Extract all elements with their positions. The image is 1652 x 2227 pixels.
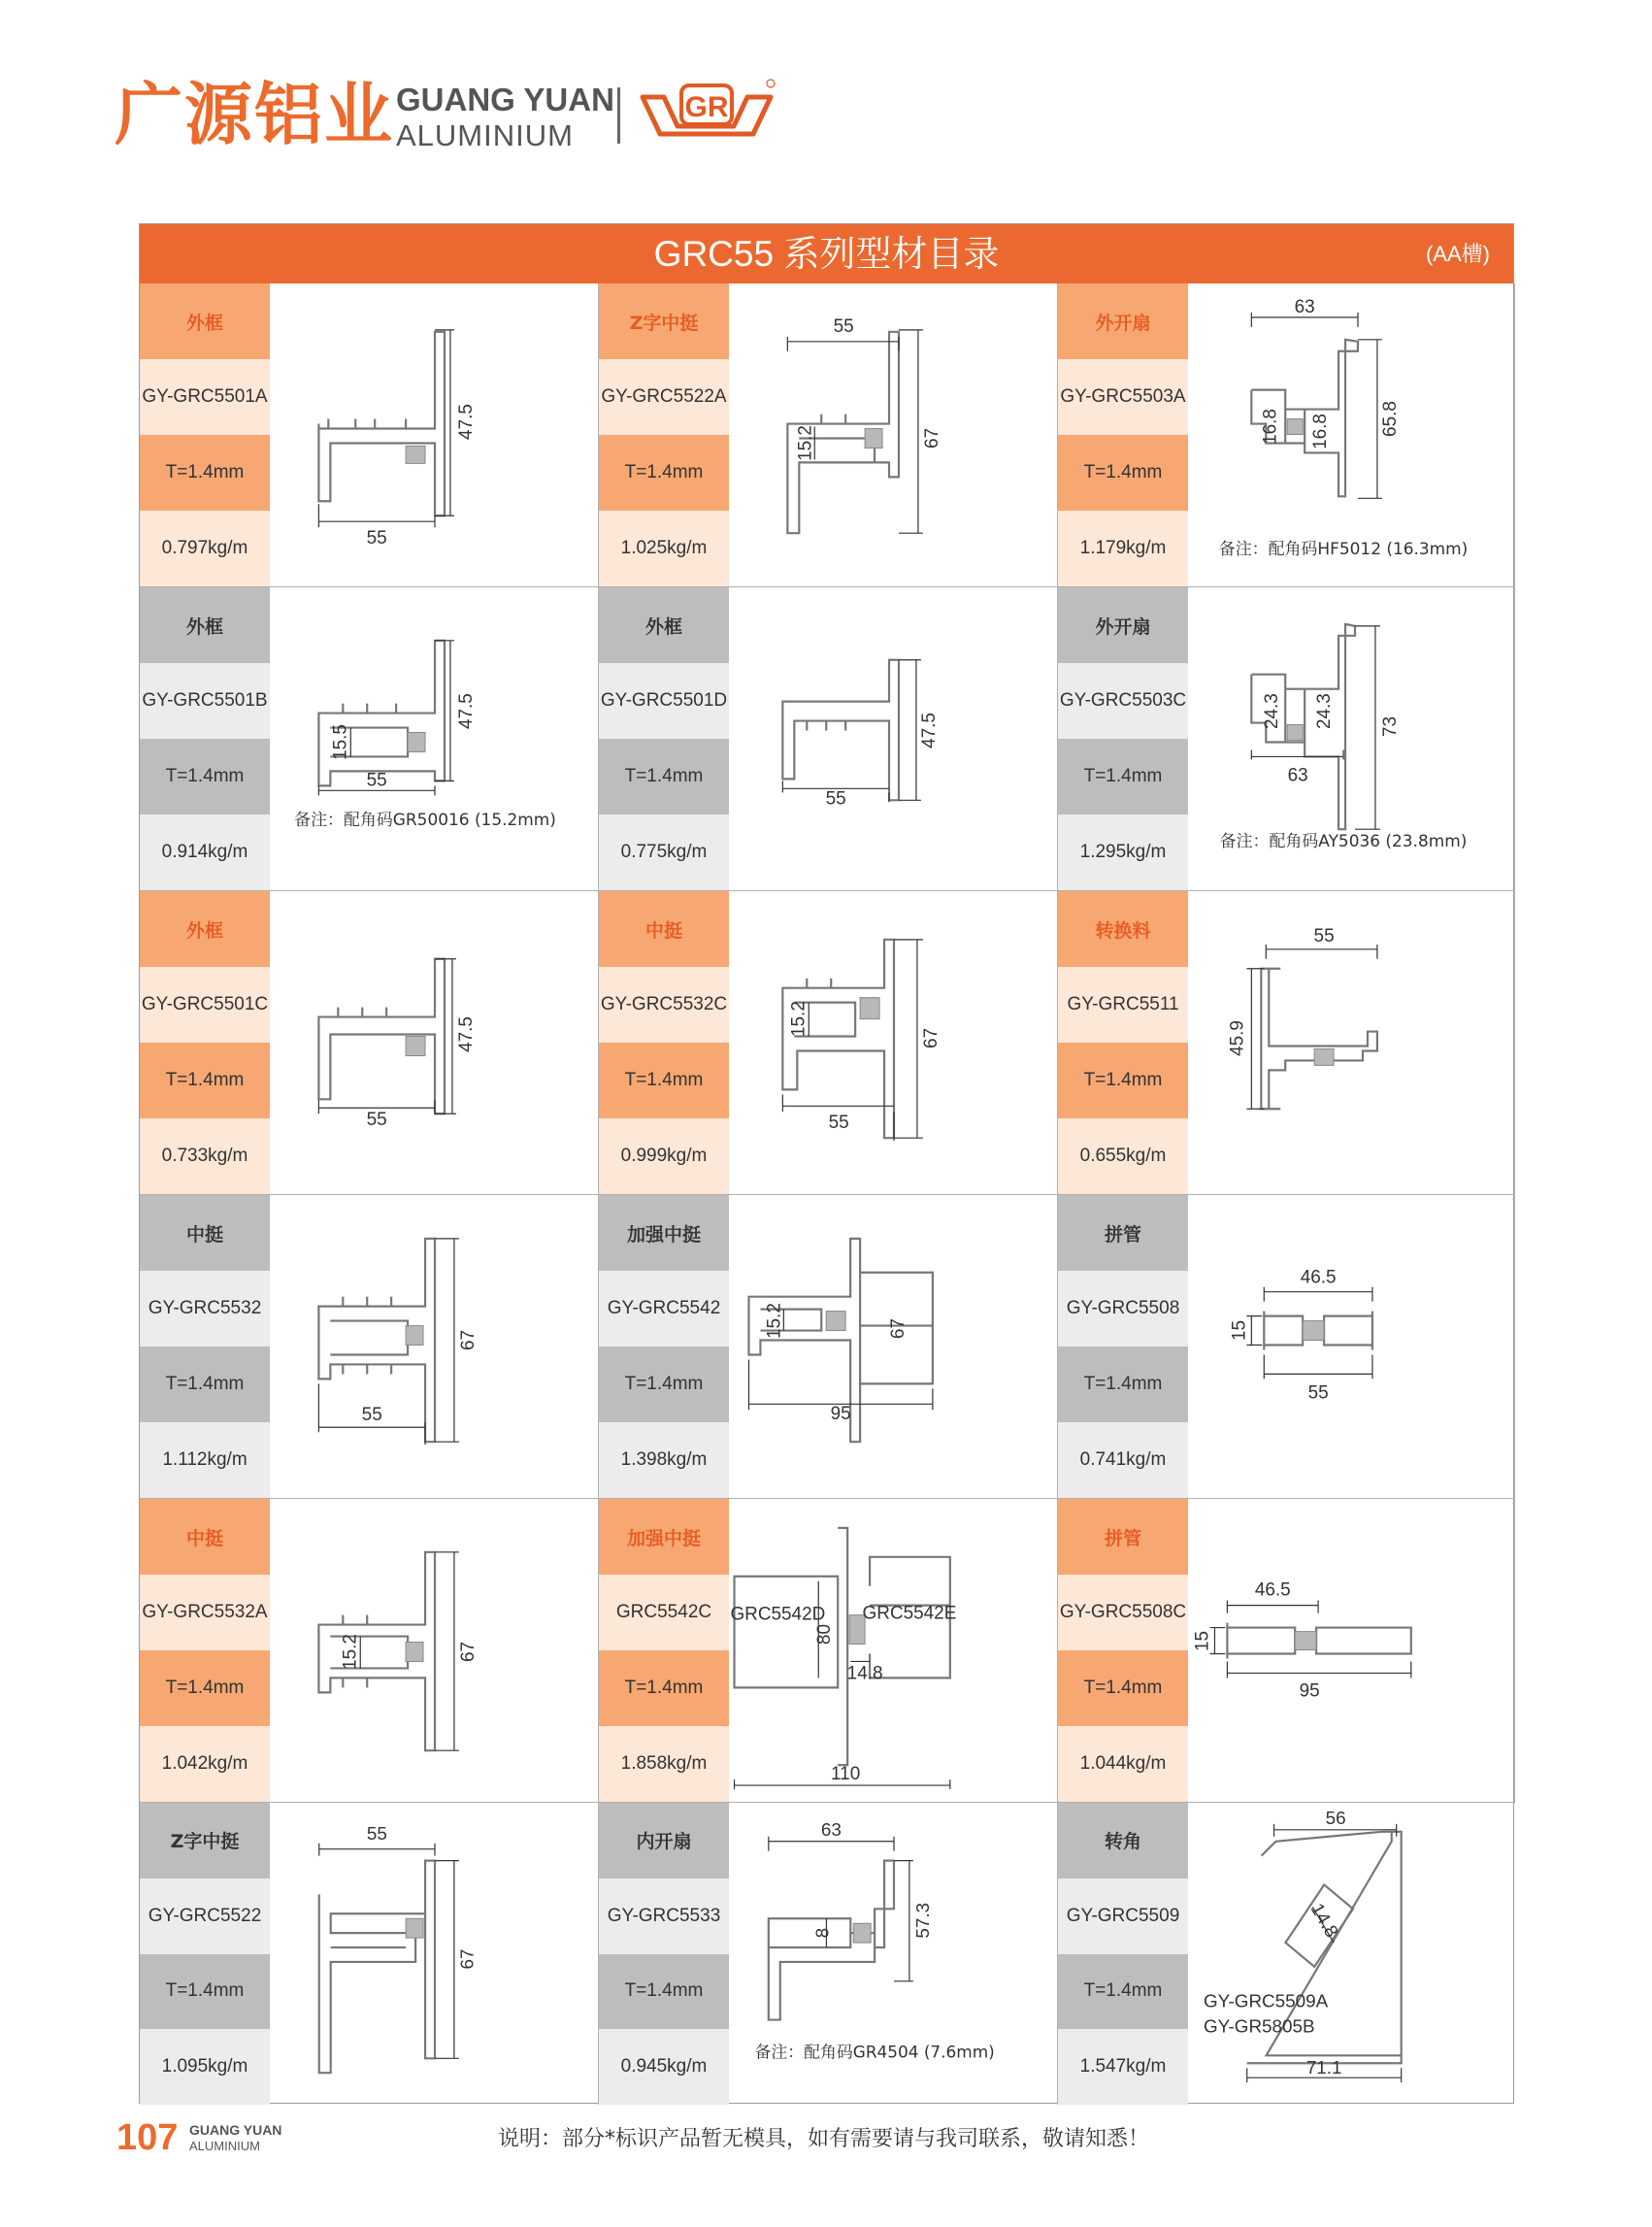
product-code: GY-GRC5501C <box>140 967 270 1043</box>
product-weight: 1.044kg/m <box>1058 1726 1188 1802</box>
product-code: GY-GRC5503A <box>1058 359 1188 435</box>
product-code: GY-GRC5511 <box>1058 967 1188 1043</box>
product-cell <box>1058 1803 1515 2105</box>
brand-sub-en: ALUMINIUM <box>396 118 574 152</box>
product-name: 拼管 <box>1058 1195 1188 1271</box>
dim-label: 67 <box>456 1948 478 1970</box>
product-weight: 0.999kg/m <box>599 1118 729 1194</box>
product-cell <box>1058 891 1515 1195</box>
product-cell <box>140 891 599 1195</box>
product-thickness: T=1.4mm <box>140 1346 270 1422</box>
dim-label: 57.3 <box>911 1902 933 1939</box>
product-cell <box>140 1803 599 2105</box>
product-name: 拼管 <box>1058 1499 1188 1575</box>
product-name: 转换料 <box>1058 891 1188 967</box>
product-cell <box>1058 587 1515 891</box>
profile-drawing <box>270 587 599 890</box>
product-cell <box>599 587 1058 891</box>
dim-label: 67 <box>920 1027 942 1049</box>
product-name: 外开扇 <box>1058 587 1188 663</box>
dim-label: 80 <box>814 1624 836 1645</box>
product-thickness: T=1.4mm <box>1058 1650 1188 1726</box>
product-weight: 0.733kg/m <box>140 1118 270 1194</box>
dim-label: 15.2 <box>340 1634 361 1670</box>
product-thickness: T=1.4mm <box>599 1043 729 1118</box>
product-code: GY-GRC5522A <box>599 359 729 435</box>
product-remark: 备注：配角码HF5012 (16.3mm) <box>1218 539 1469 559</box>
dim-label: 14.8 <box>1306 1899 1343 1942</box>
part-label: GY-GR5805B <box>1203 2015 1315 2037</box>
profile-drawing <box>270 1803 599 2105</box>
product-name: 中挺 <box>140 1195 270 1271</box>
product-code: GY-GRC5532A <box>140 1575 270 1650</box>
product-thickness: T=1.4mm <box>599 739 729 814</box>
dim-label: 55 <box>366 770 387 791</box>
product-cell <box>140 1195 599 1499</box>
product-code: GY-GRC5501D <box>599 663 729 739</box>
dim-label: 95 <box>830 1404 851 1425</box>
dim-label: 67 <box>457 1329 479 1351</box>
product-name: Z字中挺 <box>140 1803 270 1878</box>
dim-label: 71.1 <box>1305 2057 1342 2078</box>
product-weight: 1.112kg/m <box>140 1422 270 1498</box>
product-weight: 1.547kg/m <box>1058 2029 1188 2105</box>
catalog-note: (AA槽) <box>1425 242 1490 266</box>
product-cell <box>140 587 599 891</box>
dim-label: 56 <box>1325 1807 1346 1828</box>
product-cell <box>1058 1195 1515 1499</box>
profile-drawing <box>1188 1803 1517 2105</box>
footer-brand-sub: ALUMINIUM <box>189 2139 260 2153</box>
dim-label: 55 <box>361 1405 382 1426</box>
product-weight: 0.741kg/m <box>1058 1422 1188 1498</box>
product-code: GY-GRC5532 <box>140 1271 270 1346</box>
dim-label: 65.8 <box>1379 401 1401 437</box>
dim-label: 46.5 <box>1300 1267 1337 1288</box>
profile-drawing <box>270 283 599 586</box>
dim-label: 73 <box>1379 716 1401 738</box>
dim-label: 15.2 <box>764 1303 785 1339</box>
brand-name-en: GUANG YUAN <box>396 82 614 117</box>
product-remark: 备注：配角码GR50016 (15.2mm) <box>294 810 556 830</box>
product-weight: 1.398kg/m <box>599 1422 729 1498</box>
dim-label: 46.5 <box>1254 1579 1291 1601</box>
dim-label: 55 <box>825 788 846 810</box>
dim-label: 110 <box>831 1764 861 1785</box>
product-code: GY-GRC5501A <box>140 359 270 435</box>
footer-brand: GUANG YUAN <box>189 2122 282 2138</box>
product-remark: 备注：配角码GR4504 (7.6mm) <box>754 2042 995 2062</box>
product-thickness: T=1.4mm <box>599 1954 729 2030</box>
product-name: 外开扇 <box>1058 283 1188 359</box>
dim-label: 15.5 <box>330 724 351 760</box>
product-name: 转角 <box>1058 1803 1188 1878</box>
product-code: GY-GRC5508 <box>1058 1271 1188 1346</box>
product-name: 外框 <box>599 587 729 663</box>
profile-drawing <box>729 1195 1058 1498</box>
dim-label: 24.3 <box>1262 693 1283 730</box>
product-cell <box>599 891 1058 1195</box>
product-code: GY-GRC5533 <box>599 1878 729 1954</box>
dim-label: 16.8 <box>1260 409 1281 445</box>
dim-label: 67 <box>887 1318 909 1340</box>
dim-label: 55 <box>366 1110 387 1131</box>
product-cell <box>1058 283 1515 587</box>
product-weight: 1.179kg/m <box>1058 511 1188 586</box>
product-thickness: T=1.4mm <box>1058 1043 1188 1118</box>
dim-label: 15 <box>1229 1320 1250 1342</box>
product-thickness: T=1.4mm <box>140 1650 270 1726</box>
dim-label: 47.5 <box>455 1016 477 1052</box>
product-name: 外框 <box>140 587 270 663</box>
profile-drawing <box>1188 1195 1517 1498</box>
page-number: 107 <box>116 2117 179 2158</box>
dim-label: 47.5 <box>455 693 477 730</box>
product-name: Z字中挺 <box>599 283 729 359</box>
dim-label: 55 <box>1307 1382 1329 1404</box>
profile-drawing <box>270 891 599 1194</box>
dim-label: 63 <box>820 1818 842 1840</box>
dim-label: GRC5542D <box>730 1604 826 1625</box>
catalog-table <box>139 223 1514 2104</box>
product-code: GY-GRC5501B <box>140 663 270 739</box>
product-name: 内开扇 <box>599 1803 729 1878</box>
product-weight: 0.914kg/m <box>140 814 270 890</box>
profile-drawing <box>270 1499 599 1802</box>
product-code: GY-GRC5522 <box>140 1878 270 1954</box>
dim-label: 15.2 <box>795 425 816 461</box>
part-label: GY-GRC5509A <box>1203 1990 1329 2011</box>
dim-label: 67 <box>921 427 942 449</box>
brand-logo-icon <box>639 76 784 144</box>
brand-logo-text: GR <box>684 91 729 123</box>
product-code: GY-GRC5503C <box>1058 663 1188 739</box>
product-thickness: T=1.4mm <box>140 1954 270 2030</box>
profile-drawing <box>729 891 1058 1194</box>
catalog-title: GRC55 系列型材目录 <box>653 234 1000 274</box>
dim-label: 15.2 <box>788 1001 809 1037</box>
product-name: 中挺 <box>140 1499 270 1575</box>
product-code: GY-GRC5542 <box>599 1271 729 1346</box>
profile-drawing <box>729 1803 1058 2105</box>
profile-drawing <box>1188 891 1517 1194</box>
product-thickness: T=1.4mm <box>1058 435 1188 511</box>
dim-label: 63 <box>1287 765 1308 786</box>
profile-drawing <box>1188 283 1517 586</box>
product-cell <box>599 1803 1058 2105</box>
product-cell <box>1058 1499 1515 1803</box>
dim-label: 47.5 <box>918 713 940 748</box>
product-weight: 1.025kg/m <box>599 511 729 586</box>
profile-drawing <box>1188 587 1517 890</box>
profile-drawing <box>729 587 1058 890</box>
profile-drawing <box>1188 1499 1517 1802</box>
product-thickness: T=1.4mm <box>140 1043 270 1118</box>
product-cell <box>140 1499 599 1803</box>
product-thickness: T=1.4mm <box>599 1650 729 1726</box>
dim-label: 14.8 <box>846 1663 883 1684</box>
profile-drawing <box>729 283 1058 586</box>
dim-label: 55 <box>1313 925 1335 947</box>
dim-label: 16.8 <box>1310 414 1332 449</box>
product-thickness: T=1.4mm <box>140 739 270 814</box>
product-weight: 0.945kg/m <box>599 2029 729 2105</box>
product-thickness: T=1.4mm <box>1058 1954 1188 2030</box>
dim-label: GRC5542E <box>862 1603 957 1624</box>
product-name: 加强中挺 <box>599 1499 729 1575</box>
product-cell <box>599 1499 1058 1803</box>
dim-label: 55 <box>366 1822 387 1844</box>
product-weight: 1.858kg/m <box>599 1726 729 1802</box>
product-name: 外框 <box>140 283 270 359</box>
product-thickness: T=1.4mm <box>599 1346 729 1422</box>
product-cell <box>599 283 1058 587</box>
product-weight: 0.797kg/m <box>140 511 270 586</box>
dim-label: 55 <box>828 1113 849 1134</box>
product-code: GY-GRC5509 <box>1058 1878 1188 1954</box>
dim-label: 67 <box>457 1641 479 1663</box>
product-remark: 备注：配角码AY5036 (23.8mm) <box>1219 831 1468 851</box>
dim-label: 55 <box>833 316 854 337</box>
profile-drawing <box>729 1499 1058 1802</box>
product-weight: 0.775kg/m <box>599 814 729 890</box>
product-thickness: T=1.4mm <box>140 435 270 511</box>
product-thickness: T=1.4mm <box>1058 739 1188 814</box>
product-thickness: T=1.4mm <box>1058 1346 1188 1422</box>
dim-label: 8 <box>811 1927 833 1939</box>
dim-label: 24.3 <box>1314 693 1336 730</box>
product-code: GY-GRC5532C <box>599 967 729 1043</box>
dim-label: 47.5 <box>455 404 477 440</box>
product-weight: 1.295kg/m <box>1058 814 1188 890</box>
brand-divider <box>617 87 620 144</box>
product-cell <box>599 1195 1058 1499</box>
profile-drawing <box>270 1195 599 1498</box>
dim-label: 45.9 <box>1227 1020 1248 1056</box>
dim-label: 55 <box>366 528 387 549</box>
product-cell <box>140 283 599 587</box>
dim-label: 95 <box>1299 1680 1320 1702</box>
dim-label: 63 <box>1294 296 1315 317</box>
product-weight: 1.095kg/m <box>140 2029 270 2105</box>
product-weight: 1.042kg/m <box>140 1726 270 1802</box>
product-name: 加强中挺 <box>599 1195 729 1271</box>
product-weight: 0.655kg/m <box>1058 1118 1188 1194</box>
dim-label: 15 <box>1192 1630 1213 1652</box>
catalog-header <box>140 224 1513 283</box>
brand-name-cn: 广源铝业 <box>115 75 394 154</box>
product-name: 中挺 <box>599 891 729 967</box>
footer-note: 说明：部分*标识产品暂无模具，如有需要请与我司联系，敬请知悉！ <box>498 2127 1150 2151</box>
product-name: 外框 <box>140 891 270 967</box>
product-code: GY-GRC5508C <box>1058 1575 1188 1650</box>
product-thickness: T=1.4mm <box>599 435 729 511</box>
product-code: GRC5542C <box>599 1575 729 1650</box>
